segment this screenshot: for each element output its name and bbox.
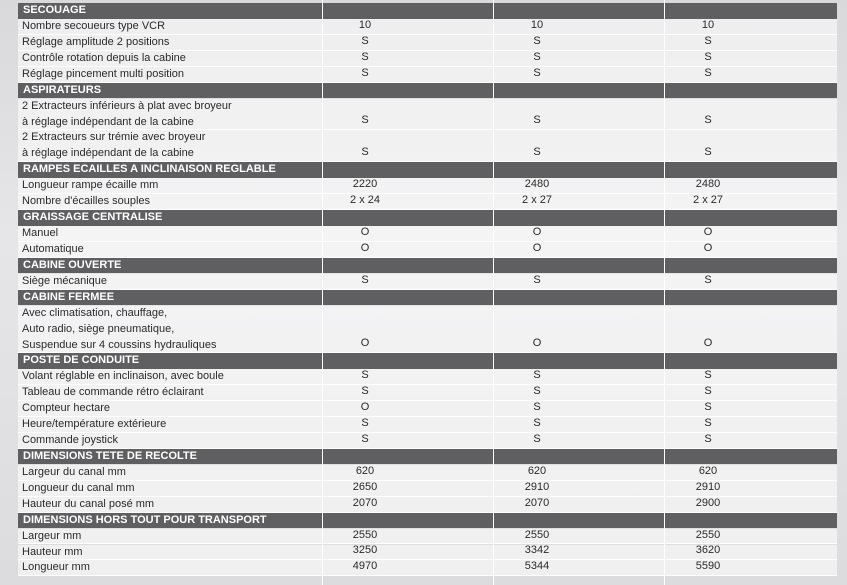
spec-value-col3: 3620 (695, 544, 721, 557)
spec-value-col2: O (532, 225, 542, 238)
spec-row (18, 226, 837, 242)
spec-value-col2: 620 (527, 464, 547, 477)
section-header: GRAISSAGE CENTRALISE (18, 210, 837, 226)
spec-label-line: Largeur du canal mm (22, 465, 126, 478)
section-header: SECOUAGE (18, 3, 837, 19)
spec-value-col2: S (533, 114, 541, 127)
spec-label-line: Longueur rampe écaille mm (22, 179, 159, 192)
spec-value-col3: S (704, 385, 712, 398)
spec-label (22, 481, 135, 497)
spec-label-line: Réglage amplitude 2 positions (22, 35, 170, 48)
spec-row (18, 35, 837, 51)
spec-label (22, 19, 165, 35)
spec-label-line: Nombre d'écailles souples (22, 195, 151, 208)
spec-value-col1: S (361, 273, 369, 286)
spec-value-col3: 2900 (695, 496, 721, 509)
spec-value-col1: O (360, 401, 370, 414)
spec-label (22, 99, 232, 131)
spec-label (22, 130, 205, 162)
spec-value-col2: 5344 (524, 560, 550, 573)
spec-label (22, 417, 166, 433)
spec-row (18, 242, 837, 258)
spec-value-col3: S (704, 146, 712, 159)
spec-label-line: Compteur hectare (22, 402, 111, 415)
column-divider (664, 0, 665, 585)
spec-label (22, 178, 158, 194)
spec-label-line: Longueur du canal mm (22, 481, 135, 494)
spec-label-line: Siège mécanique (22, 274, 108, 287)
spec-row (18, 306, 837, 354)
spec-label (22, 35, 169, 51)
spec-label-line: Hauteur mm (22, 545, 83, 558)
spec-value-col3: 2910 (695, 480, 721, 493)
spec-value-col1: S (361, 146, 369, 159)
spec-label (22, 369, 224, 385)
spec-value-col2: 2 x 27 (522, 194, 552, 207)
spec-value-col3: 5590 (695, 560, 721, 573)
spec-label-line: Tableau de commande rétro éclairant (22, 386, 204, 399)
spec-value-col1: 2650 (352, 480, 378, 493)
spec-value-col3: 2480 (695, 178, 721, 191)
spec-value-col3: S (704, 417, 712, 430)
section-header: POSTE DE CONDUITE (18, 353, 837, 369)
spec-value-col1: 620 (355, 464, 375, 477)
spec-value-col2: S (533, 273, 541, 286)
spec-value-col2: S (533, 385, 541, 398)
spec-label (22, 67, 184, 83)
spec-label-line: Manuel (22, 227, 59, 239)
spec-value-col2: S (533, 146, 541, 159)
spec-row (18, 369, 837, 385)
section-header: CABINE FERMEE (18, 290, 837, 306)
spec-value-col3: S (704, 34, 712, 47)
spec-value-col2: O (532, 241, 542, 254)
spec-row (18, 67, 837, 83)
spec-value-col2: S (533, 50, 541, 63)
spec-label-line: Contrôle rotation depuis la cabine (22, 51, 186, 64)
spec-value-col1: 2220 (352, 178, 378, 191)
spec-label-line: 2 Extracteurs inférieurs à plat avec broyeur (22, 99, 232, 112)
spec-value-col1: S (361, 432, 369, 445)
spec-label (22, 306, 216, 354)
spec-value-col1: S (361, 417, 369, 430)
spec-row (18, 465, 837, 481)
spec-label-line: à réglage indépendant de la cabine (22, 147, 194, 160)
spec-value-col2: 2070 (524, 496, 550, 509)
spec-value-col2: S (533, 34, 541, 47)
spec-value-col1: 3250 (352, 544, 378, 557)
spec-label-line: Heure/température extérieure (22, 418, 167, 431)
spec-row (18, 417, 837, 433)
spec-row (18, 545, 837, 561)
spec-value-col2: 2480 (524, 178, 550, 191)
section-header: DIMENSIONS TETE DE RECOLTE (18, 449, 837, 465)
spec-label (22, 385, 204, 401)
spec-value-col3: O (703, 337, 713, 350)
spec-row (18, 433, 837, 449)
spec-value-col3: S (704, 66, 712, 79)
spec-value-col3: 2 x 27 (693, 194, 723, 207)
spec-value-col2: 3342 (524, 544, 550, 557)
spec-row (18, 274, 837, 290)
spec-label (22, 545, 83, 561)
spec-value-col1: O (360, 225, 370, 238)
spec-row (18, 51, 837, 67)
spec-value-col1: O (360, 241, 370, 254)
spec-value-col2: S (533, 66, 541, 79)
spec-label (22, 226, 58, 242)
spec-value-col3: O (703, 241, 713, 254)
spec-value-col1: S (361, 66, 369, 79)
spec-value-col2: 2550 (524, 528, 550, 541)
spec-value-col2: S (533, 432, 541, 445)
spec-label-line: à réglage indépendant de la cabine (22, 115, 194, 128)
spec-label-line: Auto radio, siège pneumatique, (22, 322, 175, 335)
spec-row (18, 178, 837, 194)
spec-value-col3: 620 (698, 464, 718, 477)
spec-value-col3: 2550 (695, 528, 721, 541)
spec-label (22, 51, 186, 67)
spec-value-col2: S (533, 417, 541, 430)
spec-value-col1: 2 x 24 (350, 194, 380, 207)
spec-value-col2: S (533, 401, 541, 414)
spec-value-col1: S (361, 114, 369, 127)
spec-label (22, 194, 150, 210)
column-divider (493, 0, 494, 585)
spec-label-line: Longueur mm (22, 561, 90, 574)
spec-value-col1: 2070 (352, 496, 378, 509)
spec-value-col1: S (361, 385, 369, 398)
spec-value-col3: O (703, 225, 713, 238)
section-header: CABINE OUVERTE (18, 258, 837, 274)
spec-label (22, 433, 118, 449)
spec-value-col1: S (361, 369, 369, 382)
spec-label-line: Suspendue sur 4 coussins hydrauliques (22, 338, 217, 351)
spec-row (18, 560, 837, 576)
spec-value-col1: O (360, 337, 370, 350)
spec-label (22, 465, 126, 481)
column-divider (322, 0, 323, 585)
spec-row (18, 130, 837, 162)
spec-row (18, 194, 837, 210)
spec-row (18, 481, 837, 497)
spec-label-line: Commande joystick (22, 434, 118, 446)
spec-row (18, 385, 837, 401)
spec-label (22, 497, 154, 513)
spec-value-col3: S (704, 273, 712, 286)
spec-row (18, 99, 837, 131)
spec-label-line: 2 Extracteurs sur trémie avec broyeur (22, 131, 206, 144)
spec-row (18, 497, 837, 513)
spec-label-line: Avec climatisation, chauffage, (22, 306, 168, 319)
spec-label-line: Volant réglable en inclinaison, avec boule (22, 370, 224, 383)
spec-label (22, 560, 90, 576)
spec-value-col3: S (704, 369, 712, 382)
spec-value-col3: S (704, 401, 712, 414)
spec-label (22, 529, 81, 545)
section-header: ASPIRATEURS (18, 83, 837, 99)
spec-value-col1: 4970 (352, 560, 378, 573)
spec-value-col3: S (704, 114, 712, 127)
spec-value-col2: O (532, 337, 542, 350)
spec-row (18, 529, 837, 545)
spec-value-col1: 2550 (352, 528, 378, 541)
spec-value-col3: 10 (701, 18, 715, 31)
spec-label-line: Automatique (22, 242, 84, 255)
spec-value-col2: 2910 (524, 480, 550, 493)
section-header: RAMPES ECAILLES A INCLINAISON REGLABLE (18, 162, 837, 178)
spec-label (22, 401, 110, 417)
spec-row (18, 19, 837, 35)
spec-label (22, 242, 84, 258)
spec-label-line: Nombre secoueurs type VCR (22, 20, 166, 32)
section-header: DIMENSIONS HORS TOUT POUR TRANSPORT (18, 513, 837, 529)
spec-value-col1: 10 (358, 18, 372, 31)
spec-value-col2: 10 (530, 18, 544, 31)
spec-label-line: Réglage pincement multi position (22, 67, 185, 80)
spec-value-col3: S (704, 432, 712, 445)
spec-value-col1: S (361, 34, 369, 47)
spec-value-col2: S (533, 369, 541, 382)
spec-value-col1: S (361, 50, 369, 63)
spec-label-line: Largeur mm (22, 529, 82, 542)
spec-label-line: Hauteur du canal posé mm (22, 497, 155, 510)
spec-value-col3: S (704, 50, 712, 63)
spec-row (18, 401, 837, 417)
spec-label (22, 274, 107, 290)
